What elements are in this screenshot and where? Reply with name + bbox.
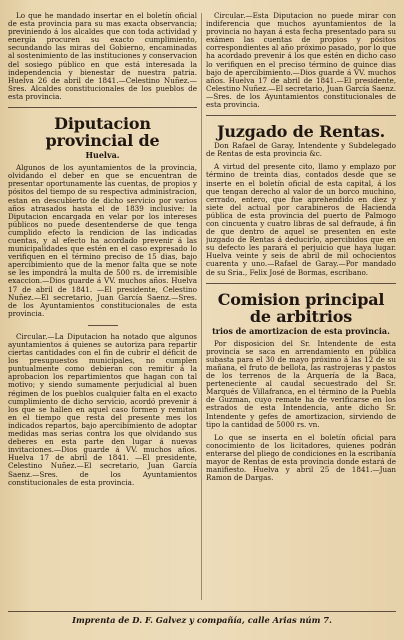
left-paragraph-2: Algunos de los ayuntamientos de la provincia, olvidando el deber en que se encuentran de presentar oportunamente las cuentas, de propios y pósitos del tiempo de su respectiva administracion, estan en descubierto de dicho servicio por varios años atrasados hasta el de 1839 inclusive: la Diputacion encargada en velar por los intereses públicos no puede desentenderse de que tenga cumplido efecto la rendicion de las indicadas cuentas, y al efecto ha acordado prevenir á las municipalidades que estén en el caso expresado lo verifiquen en el término preciso de 15 dias, bajo apercibimiento que de la menor falta que se note se les impondrá la multa de 500 rs. de irremisible exaccion.—Dios guarde á VV. muchos años. Huelva 17 de abril de 1841. —El presidente, Celestino Nuñez.—El secretario, Juan García Saenz.—Sres. de los Ayuntamientos constitucionales de esta provincia. <box>8 163 197 318</box>
short-divider <box>88 325 118 326</box>
right-column <box>206 12 396 602</box>
left-paragraph-1: Lo que he mandado insertar en el boletín oficial de esta provincia para su mas exacta observancia; previniendo á los alcaldes que con toda actividad y energía procuren su exacto cumplimiento, secundando las miras del Gobierno, encaminadas al sostenimiento de las instituciones y conservacion del sosiego público en que está interesada la independencia y bienestar de nuestra patria. Huelva 26 de abril de 1841.—Celestino Nuñez.—Sres. Alcaldes constitucionales de los pueblos de esta provincia. <box>8 12 197 101</box>
right-paragraph-2: Don Rafael de Garay, Intendente y Subdelegado de Rentas de esta provincia &c. <box>206 141 396 159</box>
printer-footer: Imprenta de D. F. Galvez y compañía, calle Arias núm 7. <box>72 615 332 625</box>
column-divider <box>201 13 202 600</box>
left-column <box>8 12 197 602</box>
section-rule <box>8 107 197 108</box>
left-paragraph-3: Circular.—La Diputacion ha notado que algunos ayuntamientos á quienes se autoriza para repartir ciertas cantidades con el fin de cubrir el déficit de los presupuestos municipales, no cumplen puntualmente como debieran con remitir á la aprobacion los repartimientos que hagan con tal motivo; y siendo sumamente perjudicial al buen régimen de los pueblos cualquier falta en el exacto cumplimiento de dicho servicio, acordó prevenir á los que se hallen en aquel caso formen y remitan en el tiempo que resta del presente mes los indicados repartos, bajo apercibimiento de adoptar medidas mas serias contra los que olvidando sus deberes en esta parte den lugar á nuevas invitaciones.—Dios guarde á VV. muchos años. Huelva 17 de abril de 1841. —El presidente, Celestino Nuñez.—El secretario, Juan García Saenz.—Sres. de los Ayuntamientos constitucionales de esta provincia. <box>8 331 197 487</box>
right-paragraph-5: Lo que se inserta en el boletín oficial para conocimiento de los licitadores, quienes podrán enterarse del pliego de condiciones en la escribanía mayor de Rentas de esta provincia donde estará de manifiesto. Huelva y abril 25 de 1841.—Juan Ramon de Dargas. <box>206 432 396 483</box>
section-subheading-amortizacion: trios de amortizacion de esta provincia. <box>212 325 390 336</box>
section-heading-diputacion: Diputacion provincial de <box>45 114 160 151</box>
right-paragraph-4: Por disposicion del Sr. Intendente de esta provincia se saca en arrendamiento en pública subasta para el 30 de mayo próximo á las 12 de su mañana, el fruto de bellota, las rastrojeras y pastos de los terrenos de la Arquería de la Baca, perteneciente al caudal secuestrado del Sr. Marqués de Villafranca, en el término de la Puebla de Guzman, cuyo remate ha de verificarse en los estrados de esta Intendencia, ante dicho Sr. Intendente y gefes de amortizacion, sirviendo de tipo la cantidad de 5000 rs. vn. <box>206 338 396 429</box>
section-rule <box>206 283 396 284</box>
section-heading-comision: Comision principal de arbitrios <box>217 289 385 326</box>
section-subheading-huelva: Huelva. <box>85 150 120 161</box>
section-heading-juzgado: Juzgado de Rentas. <box>216 122 386 142</box>
right-paragraph-1: Circular.—Esta Diputacion no puede mirar con indiferencia que muchos ayuntamientos de la provincia no hayan á esta fecha presentado para su exámen las cuentas de propios y pósitos correspondientes al año próximo pasado, por lo que ha acordado prevenir á los que estén en dicho caso lo verifiquen en el preciso término de quince dias bajo de apercibimiento.—Dios guarde á VV. muchos años. Huelva 17 de abril de 1841.—El presidente, Celestino Nuñez.—El secretario, Juan García Saenz.—Sres. de los Ayuntamientos constitucionales de esta provincia. <box>206 12 396 110</box>
right-paragraph-3: A virtud del presente cito, llamo y emplazo por término de treinta dias, contados desde que se inserte en el boletín oficial de esta capital, á los que tengan derecho al valor de un borco muchino, cerrado, entero, que fue aprehendido en diez y siete del actual por carabineros de Hacienda pública de esta provincia del puerto de Palmogo con cincuenta y cuatro libras de sal defraude, á fin de que dentro de aquel se presenten en este juzgado de Rentas á deducirlo, apercibidos que en su defecto les parará el perjuicio que haya lugar. Huelva veinte y seis de abril de mil ochocientos cuarenta y uno.—Rafael de Garay.—Por mandado de su Sria., Felix José de Bormas, escribano. <box>206 162 396 277</box>
footer-rule <box>8 611 396 612</box>
section-rule <box>206 115 396 116</box>
